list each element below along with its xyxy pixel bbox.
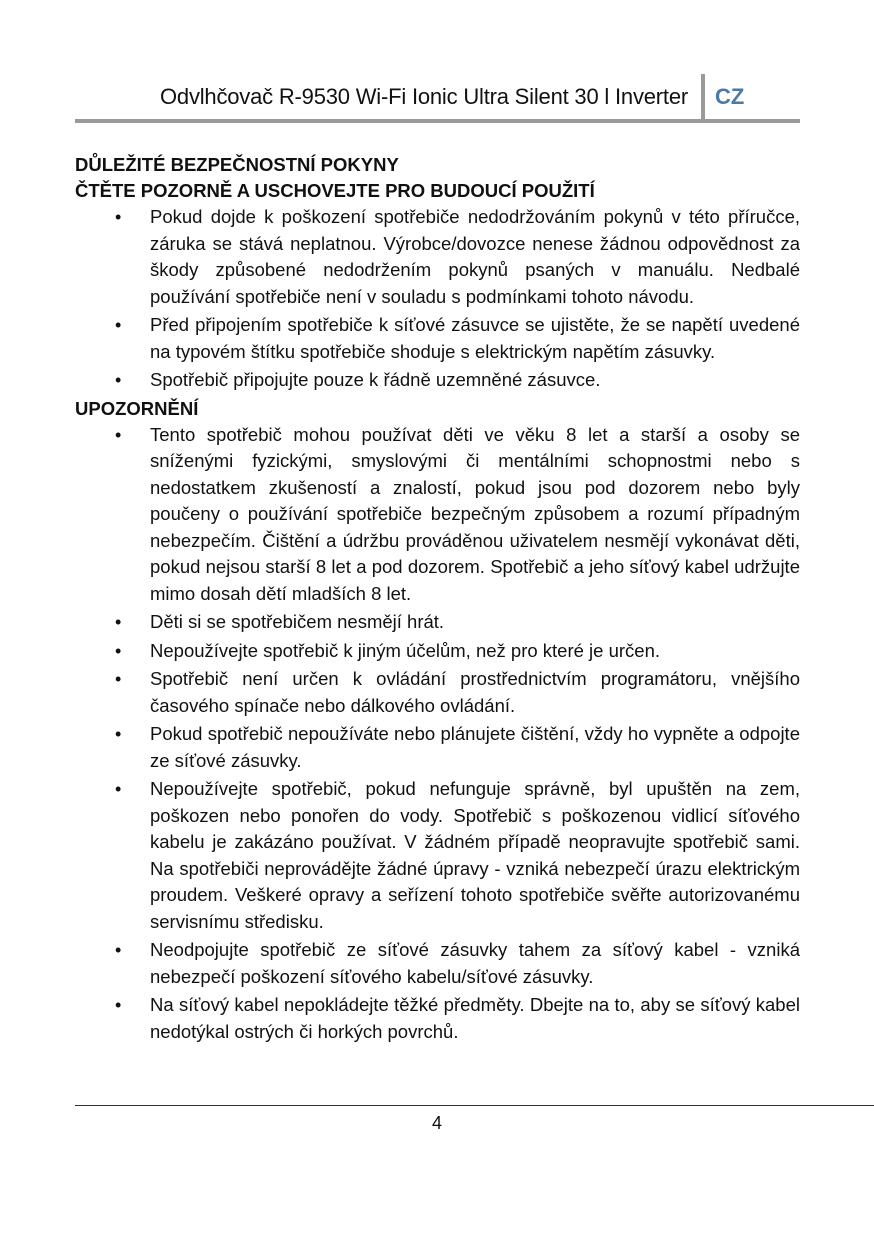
- header-rule: [75, 119, 800, 123]
- bullet-icon: •: [115, 640, 122, 661]
- list-item: [75, 367, 800, 394]
- bullet-icon: •: [115, 207, 122, 227]
- bullet-list: [75, 422, 800, 1046]
- bullet-icon: •: [115, 669, 122, 689]
- page-number: 4: [431, 1113, 442, 1133]
- list-item: [75, 312, 800, 365]
- section-heading: DŮLEŽITÉ BEZPEČNOSTNÍ POKYNY: [75, 154, 399, 175]
- language-code: CZ: [715, 84, 745, 109]
- document-body: [75, 152, 800, 1047]
- list-item-text: Nepoužívejte spotřebič k jiným účelům, než pro které je určen.: [150, 639, 661, 661]
- list-item-text: Děti si se spotřebičem nesmějí hrát.: [150, 611, 445, 632]
- list-item-text: Spotřebič připojujte pouze k řádně uzemněné zásuvce.: [150, 369, 601, 390]
- bullet-list: [75, 204, 800, 394]
- list-item: [75, 721, 800, 774]
- bullet-icon: •: [115, 995, 122, 1015]
- list-item-text: Na síťový kabel nepokládejte těžké předměty. Dbejte na to, aby se síťový kabel nedotýkal ostrých či horkých povrchů.: [150, 994, 800, 1042]
- list-item: [75, 992, 800, 1045]
- bullet-icon: •: [115, 724, 122, 744]
- list-item-text: Pokud dojde k poškození spotřebiče nedodržováním pokynů v této příručce, záruka se stává neplatnou. Výrobce/dovozce nenese žádnou odpovědnost za škody způsobené nedodržením pokynů psaných v manuálu. Nedbalé používání spotřebiče není v souladu s podmínkami tohoto návodu.: [150, 206, 800, 307]
- list-item: [75, 422, 800, 608]
- list-item: [75, 204, 800, 310]
- list-item-text: Neodpojujte spotřebič ze síťové zásuvky tahem za síťový kabel - vzniká nebezpečí poškození síťového kabelu/síťové zásuvky.: [150, 939, 800, 987]
- list-item: [75, 609, 800, 636]
- page-header: [75, 72, 800, 124]
- list-item: [75, 638, 800, 665]
- list-item: [75, 666, 800, 719]
- section-heading: ČTĚTE POZORNĚ A USCHOVEJTE PRO BUDOUCÍ POUŽITÍ: [75, 180, 595, 201]
- list-item-text: Spotřebič není určen k ovládání prostřednictvím programátoru, vnějšího časového spínače nebo dálkového ovládání.: [150, 668, 800, 716]
- list-item-text: Nepoužívejte spotřebič, pokud nefunguje správně, byl upuštěn na zem, poškozen nebo ponořen do vody. Spotřebič s poškozenou vidlicí síťového kabelu je zakázáno používat. V žádném případě neopravujte spotřebič sami. Na spotřebiči neprovádějte žádné úpravy - vzniká nebezpečí úrazu elektrickým proudem. Veškeré opravy a seřízení tohoto spotřebiče svěřte autorizovanému servisnímu středisku.: [150, 778, 800, 932]
- bullet-icon: •: [115, 370, 122, 390]
- list-item: [75, 937, 800, 990]
- footer-rule: [75, 1105, 874, 1106]
- bullet-icon: •: [115, 779, 122, 799]
- bullet-icon: •: [115, 940, 122, 960]
- header-separator: [701, 74, 705, 122]
- bullet-icon: •: [115, 315, 122, 335]
- bullet-icon: •: [115, 424, 122, 445]
- document-title: Odvlhčovač R-9530 Wi-Fi Ionic Ultra Silent 30 l Inverter: [160, 84, 688, 109]
- bullet-icon: •: [115, 612, 122, 632]
- list-item-text: Pokud spotřebič nepoužíváte nebo plánujete čištění, vždy ho vypněte a odpojte ze síťové zásuvky.: [150, 723, 800, 771]
- list-item-text: Tento spotřebič mohou používat děti ve věku 8 let a starší a osoby se sníženými fyzickými, smyslovými či mentálními schopnostmi nebo s nedostatkem zkušeností a znalostí, pokud jsou pod dozorem nebo byly poučeny o používání spotřebiče bezpečným způsobem a rozumí případným nebezpečím. Čištění a údržbu prováděnou uživatelem nesmějí vykonávat děti, pokud nejsou starší 8 let a pod dozorem. Spotřebič a jeho síťový kabel udržujte mimo dosah dětí mladších 8 let.: [150, 423, 800, 604]
- list-item-text: Před připojením spotřebiče k síťové zásuvce se ujistěte, že se napětí uvedené na typovém štítku spotřebiče shoduje s elektrickým napětím zásuvky.: [150, 314, 800, 362]
- section-heading: UPOZORNĚNÍ: [75, 397, 199, 419]
- list-item: [75, 776, 800, 935]
